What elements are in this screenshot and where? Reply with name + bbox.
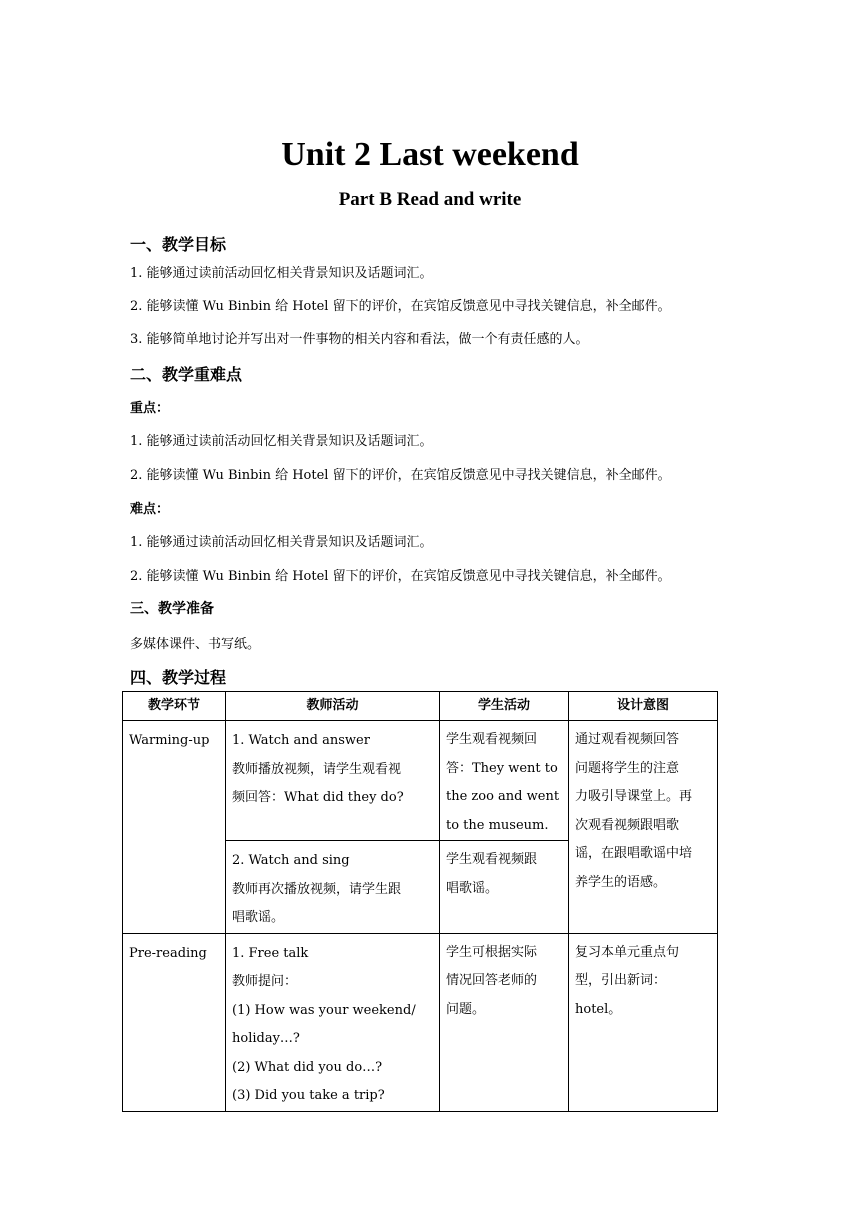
table-row xyxy=(123,933,718,1111)
teacher-activity-text: 1. Watch and answer 教师播放视频，请学生观看视 频回答：What did they do? xyxy=(232,733,404,805)
student-activity-cell xyxy=(440,841,569,934)
student-activity-cell xyxy=(440,721,569,841)
key-point-item: 2. 能够读懂 Wu Binbin 给 Hotel 留下的评价，在宾馆反馈意见中寻找关键信息，补全邮件。 xyxy=(130,468,671,483)
document-subtitle: Part B Read and write xyxy=(338,189,522,210)
section-heading-key-points: 二、教学重难点 xyxy=(130,365,243,384)
design-intent-text: 通过观看视频回答 问题将学生的注意 力吸引导课堂上。再 次观看视频跟唱歌 谣，在跟唱歌谣中培 养学生的语感。 xyxy=(575,732,693,890)
design-intent-text: 复习本单元重点句 型，引出新词：hotel。 xyxy=(575,944,680,1017)
stage-pre-reading: Pre-reading xyxy=(129,945,207,961)
teacher-activity-text: 2. Watch and sing 教师再次播放视频，请学生跟 唱歌谣。 xyxy=(232,853,402,925)
objective-item: 1. 能够通过读前活动回忆相关背景知识及话题词汇。 xyxy=(130,266,433,281)
student-activity-text: 学生观看视频跟 唱歌谣。 xyxy=(446,852,538,896)
key-points-label: 重点： xyxy=(130,401,170,416)
teacher-activity-text: 1. Free talk 教师提问： (1) How was your weekend/ holiday…? (2) What did you do…? (3) Did you take a trip? xyxy=(232,945,416,1103)
column-header-teacher: 教师活动 xyxy=(226,692,440,721)
column-header-design: 设计意图 xyxy=(569,692,718,721)
student-activity-text: 学生可根据实际 情况回答老师的 问题。 xyxy=(446,944,538,1017)
key-point-item: 1. 能够通过读前活动回忆相关背景知识及话题词汇。 xyxy=(130,434,433,449)
stage-cell xyxy=(123,721,226,934)
objective-item: 2. 能够读懂 Wu Binbin 给 Hotel 留下的评价，在宾馆反馈意见中寻找关键信息，补全邮件。 xyxy=(130,299,671,314)
difficulty-item: 2. 能够读懂 Wu Binbin 给 Hotel 留下的评价，在宾馆反馈意见中寻找关键信息，补全邮件。 xyxy=(130,569,671,584)
preparation-text: 多媒体课件、书写纸。 xyxy=(130,637,261,652)
design-intent-cell xyxy=(569,933,718,1111)
student-activity-cell xyxy=(440,933,569,1111)
teacher-activity-cell xyxy=(226,933,440,1111)
difficulties-label: 难点： xyxy=(130,502,170,517)
section-heading-objectives: 一、教学目标 xyxy=(130,235,227,254)
teaching-process-table xyxy=(122,691,718,1112)
difficulty-item: 1. 能够通过读前活动回忆相关背景知识及话题词汇。 xyxy=(130,535,433,550)
teacher-activity-cell xyxy=(226,841,440,934)
student-activity-text: 学生观看视频回 答：They went to the zoo and went to the museum. xyxy=(446,732,560,833)
document-title: Unit 2 Last weekend xyxy=(281,136,579,173)
teacher-activity-cell xyxy=(226,721,440,841)
section-heading-process: 四、教学过程 xyxy=(130,668,227,687)
table-row xyxy=(123,721,718,841)
section-heading-preparation: 三、教学准备 xyxy=(130,601,214,617)
table-header-row xyxy=(123,692,718,721)
column-header-student: 学生活动 xyxy=(440,692,569,721)
objective-item: 3. 能够简单地讨论并写出对一件事物的相关内容和看法，做一个有责任感的人。 xyxy=(130,332,589,347)
stage-cell xyxy=(123,933,226,1111)
column-header-stage: 教学环节 xyxy=(123,692,226,721)
stage-warming-up: Warming-up xyxy=(129,733,210,748)
design-intent-cell xyxy=(569,721,718,934)
